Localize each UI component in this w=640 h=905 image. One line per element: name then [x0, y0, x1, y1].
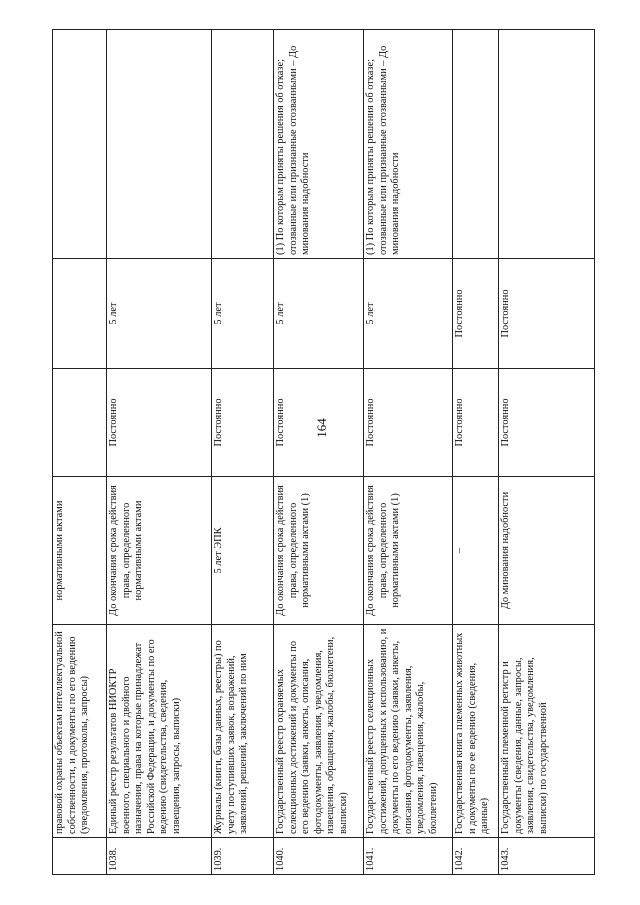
item-note: (1) По которым приняты решения об отказе; отозванные или признанные отозванными – До минования надобности — [274, 30, 364, 259]
item-number — [53, 838, 107, 875]
retention-condition: 5 лет ЭПК — [212, 477, 274, 625]
retention-condition: До окончания срока действия права, определенного нормативными актами (1) — [364, 477, 453, 625]
document-page — [52, 30, 594, 875]
retention-term-archive: Постоянно — [499, 369, 595, 477]
item-number: 1039. — [212, 838, 274, 875]
item-note — [107, 30, 212, 259]
item-description: Государственный реестр охраняемых селекционных достижений и документы по его ведению (заявки, анкеты, описания, фотодокументы, заявления, уведомления, извещения, обращения, жалобы, бюллетени, выписки) — [274, 625, 364, 838]
rotated-table-wrapper — [52, 30, 594, 875]
retention-term-other: 5 лет — [364, 259, 453, 369]
item-description: правовой охраны объектам интеллектуальной собственности, и документы по его ведению (уведомления, протоколы, запросы) — [53, 625, 107, 838]
item-note — [212, 30, 274, 259]
retention-term-archive — [53, 369, 107, 477]
retention-term-archive: Постоянно — [212, 369, 274, 477]
retention-condition: До минования надобности — [499, 477, 595, 625]
item-description: Государственная книга племенных животных и документы по ее ведению (сведения, данные) — [453, 625, 499, 838]
retention-term-archive: Постоянно — [364, 369, 453, 477]
retention-condition: До окончания срока действия права, определенного нормативными актами (1) — [274, 477, 364, 625]
item-note — [53, 30, 107, 259]
table-row — [107, 30, 212, 875]
item-note — [499, 30, 595, 259]
table-row — [453, 30, 499, 875]
item-number: 1041. — [364, 838, 453, 875]
item-number: 1040. — [274, 838, 364, 875]
retention-term-archive: Постоянно — [453, 369, 499, 477]
table-row — [212, 30, 274, 875]
item-number: 1043. — [499, 838, 595, 875]
item-note: (1) По которым приняты решения об отказе; отозванные или признанные отозванными – До минования надобности — [364, 30, 453, 259]
retention-term-other: 5 лет — [212, 259, 274, 369]
item-description: Государственный реестр селекционных достижений, допущенных к использованию, и документы по его ведению (заявки, анкеты, описания, фотодокументы, заявления, уведомления, извещения, жалобы, бюллетени) — [364, 625, 453, 838]
item-number: 1042. — [453, 838, 499, 875]
table-row — [364, 30, 453, 875]
item-number: 1038. — [107, 838, 212, 875]
item-description: Единый реестр результатов НИОКТР военного, специального и двойного назначения, права на которые принадлежат Российской Федерации, и документы по его ведению (свидетельства, сведения, извещения, запросы, выписки) — [107, 625, 212, 838]
retention-term-other: Постоянно — [453, 259, 499, 369]
retention-term-archive: Постоянно — [274, 369, 364, 477]
retention-term-archive: Постоянно — [107, 369, 212, 477]
retention-condition: – — [453, 477, 499, 625]
item-description: Журналы (книги, базы данных, реестры) по учету поступивших заявок, возражений, заявлений, решений, заключений по ним — [212, 625, 274, 838]
retention-condition: нормативными актами — [53, 477, 107, 625]
table-row — [53, 30, 107, 875]
retention-term-other — [53, 259, 107, 369]
table-row — [274, 30, 364, 875]
table-row — [499, 30, 595, 875]
item-note — [453, 30, 499, 259]
page-number: 164 — [314, 418, 329, 438]
retention-table — [52, 29, 595, 875]
retention-condition: До окончания срока действия права, определенного нормативными актами — [107, 477, 212, 625]
retention-term-other: 5 лет — [107, 259, 212, 369]
retention-term-other: Постоянно — [499, 259, 595, 369]
retention-term-other: 5 лет — [274, 259, 364, 369]
item-description: Государственный племенной регистр и документы (сведения, данные, запросы, заявления, свидетельства, уведомления, выписки) по государственной — [499, 625, 595, 838]
